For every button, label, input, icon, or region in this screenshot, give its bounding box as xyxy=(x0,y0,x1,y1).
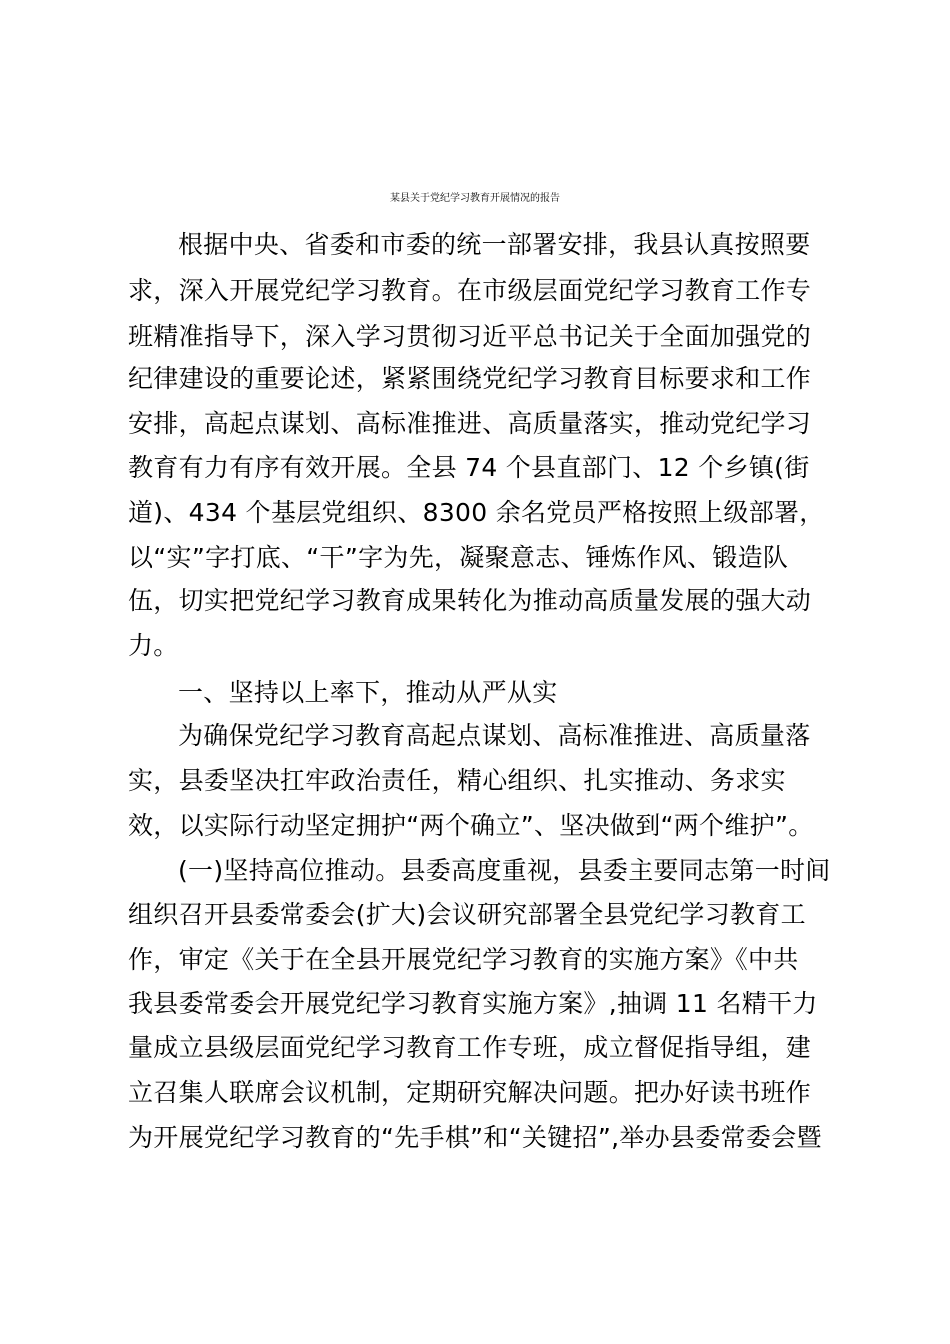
paragraph-line: 道)、434 个基层党组织、8300 余名党员严格按照上级部署， xyxy=(128,498,825,527)
document-title: 某县关于党纪学习教育开展情况的报告 xyxy=(390,193,560,204)
paragraph-line: 求，深入开展党纪学习教育。在市级层面党纪学习教育工作专 xyxy=(128,276,812,305)
paragraph-line: 根据中央、省委和市委的统一部署安排，我县认真按照要 xyxy=(178,230,811,259)
paragraph-line: 安排，高起点谋划、高标准推进、高质量落实，推动党纪学习 xyxy=(128,409,812,438)
paragraph-line: 实，县委坚决扛牢政治责任，精心组织、扎实推动、务求实 xyxy=(128,766,786,795)
paragraph-line: (一)坚持高位推动。县委高度重视，县委主要同志第一时间 xyxy=(178,856,831,885)
paragraph-line: 教育有力有序有效开展。全县 74 个县直部门、12 个乡镇(街 xyxy=(128,453,810,482)
paragraph-line: 为确保党纪学习教育高起点谋划、高标准推进、高质量落 xyxy=(178,721,811,750)
paragraph-line: 效，以实际行动坚定拥护“两个确立”、坚决做到“两个维护”。 xyxy=(128,811,814,840)
paragraph-line: 为开展党纪学习教育的“先手棋”和“关键招”,举办县委常委会暨 xyxy=(128,1123,822,1152)
section-heading: 一、坚持以上率下，推动从严从实 xyxy=(178,678,558,707)
paragraph-line: 量成立县级层面党纪学习教育工作专班，成立督促指导组，建 xyxy=(128,1033,812,1062)
paragraph-line: 作，审定《关于在全县开展党纪学习教育的实施方案》《中共 xyxy=(128,945,799,974)
paragraph-line: 力。 xyxy=(128,631,179,660)
paragraph-line: 组织召开县委常委会(扩大)会议研究部署全县党纪学习教育工 xyxy=(128,900,806,929)
paragraph-line: 立召集人联席会议机制，定期研究解决问题。把办好读书班作 xyxy=(128,1078,812,1107)
paragraph-line: 伍，切实把党纪学习教育成果转化为推动高质量发展的强大动 xyxy=(128,586,812,615)
paragraph-line: 纪律建设的重要论述，紧紧围绕党纪学习教育目标要求和工作 xyxy=(128,364,812,393)
paragraph-line: 班精准指导下，深入学习贯彻习近平总书记关于全面加强党的 xyxy=(128,322,812,351)
paragraph-line: 我县委常委会开展党纪学习教育实施方案》,抽调 11 名精干力 xyxy=(128,989,818,1018)
paragraph-line: 以“实”字打底、“干”字为先，凝聚意志、锤炼作风、锻造队 xyxy=(128,543,789,572)
